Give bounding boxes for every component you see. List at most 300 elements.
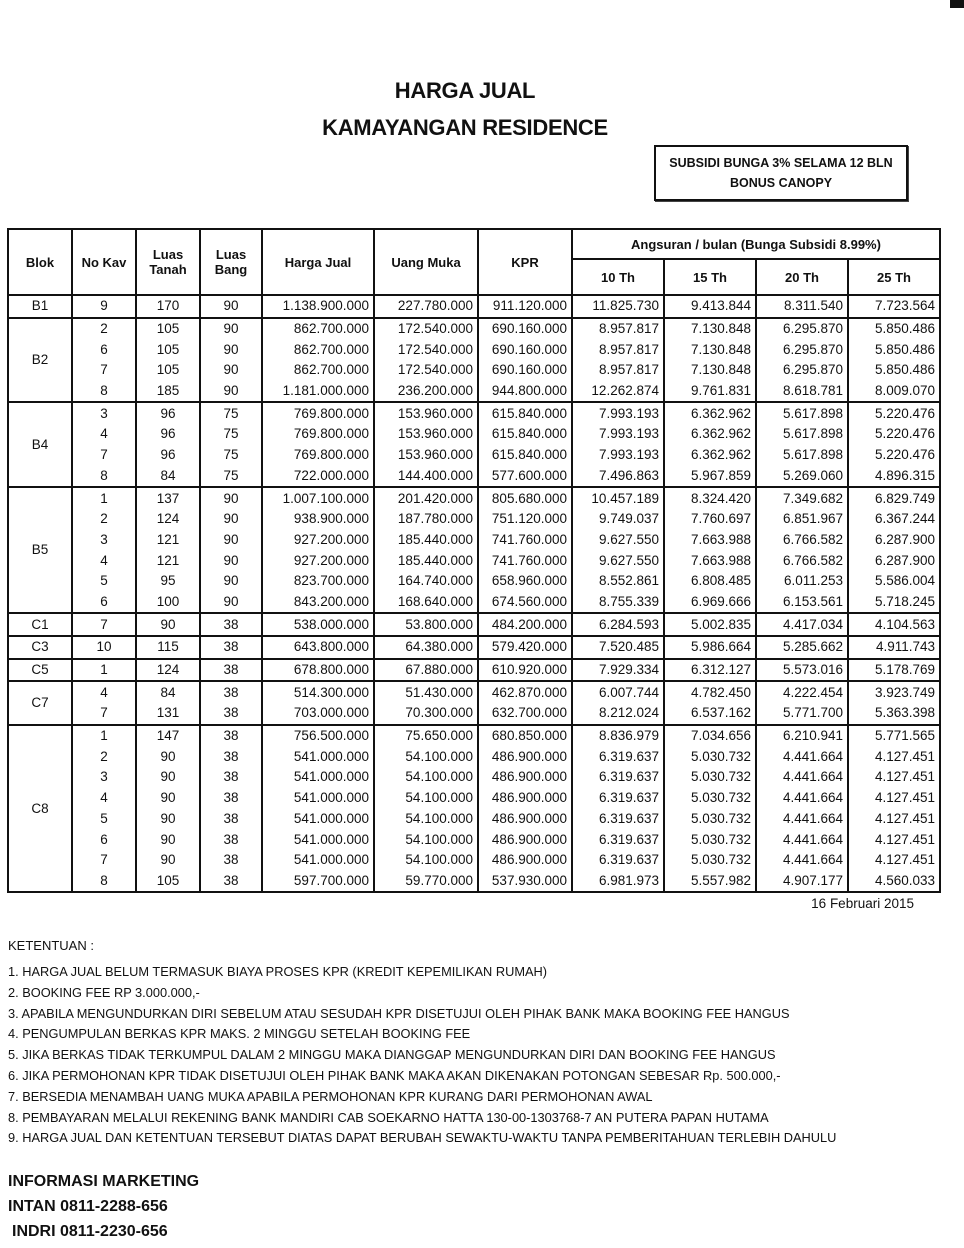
table-row — [8, 339, 940, 360]
cell-angsuran-10: 8.957.817 — [572, 318, 664, 340]
cell-angsuran-20: 5.617.898 — [756, 445, 848, 466]
cell-angsuran-10: 6.319.637 — [572, 788, 664, 809]
cell-harga-jual: 938.900.000 — [262, 509, 374, 530]
cell-harga-jual: 927.200.000 — [262, 530, 374, 551]
cell-angsuran-15: 5.002.835 — [664, 613, 756, 636]
cell-angsuran-20: 6.210.941 — [756, 725, 848, 747]
cell-blok: C1 — [8, 613, 72, 636]
document-date: 16 Februari 2015 — [811, 896, 914, 911]
cell-angsuran-10: 9.627.550 — [572, 550, 664, 571]
cell-no-kav: 2 — [72, 318, 136, 340]
cell-uang-muka: 54.100.000 — [374, 788, 478, 809]
cell-luas-bang: 38 — [200, 703, 262, 725]
cell-angsuran-25: 5.220.476 — [848, 402, 940, 424]
cell-uang-muka: 54.100.000 — [374, 850, 478, 871]
cell-kpr: 741.760.000 — [478, 550, 572, 571]
cell-kpr: 486.900.000 — [478, 767, 572, 788]
cell-angsuran-15: 6.808.485 — [664, 571, 756, 592]
table-row — [8, 360, 940, 381]
cell-angsuran-25: 6.367.244 — [848, 509, 940, 530]
cell-angsuran-15: 5.557.982 — [664, 871, 756, 893]
cell-angsuran-20: 4.441.664 — [756, 850, 848, 871]
cell-angsuran-20: 6.295.870 — [756, 318, 848, 340]
cell-angsuran-10: 6.319.637 — [572, 809, 664, 830]
cell-luas-bang: 38 — [200, 788, 262, 809]
cell-angsuran-20: 8.618.781 — [756, 381, 848, 403]
cell-uang-muka: 153.960.000 — [374, 445, 478, 466]
cell-no-kav: 7 — [72, 850, 136, 871]
term-item: 7. BERSEDIA MENAMBAH UANG MUKA APABILA PERMOHONAN KPR KURANG DARI PERMOHONAN AWAL — [8, 1088, 653, 1104]
cell-kpr: 690.160.000 — [478, 360, 572, 381]
cell-uang-muka: 185.440.000 — [374, 530, 478, 551]
cell-no-kav: 3 — [72, 767, 136, 788]
cell-angsuran-20: 6.011.253 — [756, 571, 848, 592]
cell-no-kav: 4 — [72, 681, 136, 703]
cell-angsuran-10: 7.993.193 — [572, 445, 664, 466]
cell-harga-jual: 678.800.000 — [262, 659, 374, 682]
cell-no-kav: 5 — [72, 571, 136, 592]
cell-angsuran-15: 9.761.831 — [664, 381, 756, 403]
cell-uang-muka: 168.640.000 — [374, 592, 478, 614]
cell-kpr: 615.840.000 — [478, 445, 572, 466]
cell-harga-jual: 541.000.000 — [262, 829, 374, 850]
cell-luas-bang: 90 — [200, 550, 262, 571]
cell-luas-tanah: 90 — [136, 767, 200, 788]
cell-kpr: 741.760.000 — [478, 530, 572, 551]
cell-harga-jual: 1.181.000.000 — [262, 381, 374, 403]
cell-no-kav: 2 — [72, 509, 136, 530]
cell-no-kav: 4 — [72, 424, 136, 445]
cell-angsuran-10: 7.993.193 — [572, 402, 664, 424]
cell-angsuran-25: 4.911.743 — [848, 636, 940, 659]
cell-blok: C3 — [8, 636, 72, 659]
cell-uang-muka: 64.380.000 — [374, 636, 478, 659]
cell-kpr: 577.600.000 — [478, 466, 572, 488]
cell-kpr: 486.900.000 — [478, 829, 572, 850]
cell-luas-tanah: 90 — [136, 850, 200, 871]
cell-angsuran-25: 4.560.033 — [848, 871, 940, 893]
cell-angsuran-25: 8.009.070 — [848, 381, 940, 403]
cell-luas-bang: 38 — [200, 613, 262, 636]
cell-angsuran-10: 9.627.550 — [572, 530, 664, 551]
cell-kpr: 486.900.000 — [478, 746, 572, 767]
cell-uang-muka: 53.800.000 — [374, 613, 478, 636]
cell-kpr: 658.960.000 — [478, 571, 572, 592]
cell-angsuran-20: 7.349.682 — [756, 487, 848, 509]
cell-uang-muka: 75.650.000 — [374, 725, 478, 747]
cell-angsuran-10: 8.957.817 — [572, 360, 664, 381]
cell-harga-jual: 538.000.000 — [262, 613, 374, 636]
table-row — [8, 445, 940, 466]
cell-luas-tanah: 185 — [136, 381, 200, 403]
cell-uang-muka: 54.100.000 — [374, 829, 478, 850]
cell-luas-bang: 38 — [200, 829, 262, 850]
cell-luas-bang: 90 — [200, 571, 262, 592]
table-row — [8, 659, 940, 682]
table-row — [8, 592, 940, 614]
cell-no-kav: 7 — [72, 445, 136, 466]
cell-angsuran-25: 5.586.004 — [848, 571, 940, 592]
cell-kpr: 486.900.000 — [478, 809, 572, 830]
header-no-kav: No Kav — [72, 229, 136, 295]
promo-line-bonus: BONUS CANOPY — [729, 176, 833, 190]
cell-angsuran-25: 5.178.769 — [848, 659, 940, 682]
cell-harga-jual: 843.200.000 — [262, 592, 374, 614]
cell-harga-jual: 823.700.000 — [262, 571, 374, 592]
cell-kpr: 632.700.000 — [478, 703, 572, 725]
cell-kpr: 486.900.000 — [478, 850, 572, 871]
table-row — [8, 767, 940, 788]
cell-harga-jual: 1.007.100.000 — [262, 487, 374, 509]
table-row — [8, 809, 940, 830]
cell-kpr: 610.920.000 — [478, 659, 572, 682]
table-row — [8, 681, 940, 703]
cell-angsuran-20: 6.851.967 — [756, 509, 848, 530]
cell-angsuran-25: 4.104.563 — [848, 613, 940, 636]
header-term-15: 15 Th — [664, 259, 756, 295]
cell-harga-jual: 541.000.000 — [262, 788, 374, 809]
cell-angsuran-10: 6.981.973 — [572, 871, 664, 893]
cell-no-kav: 4 — [72, 550, 136, 571]
cell-kpr: 674.560.000 — [478, 592, 572, 614]
cell-luas-tanah: 90 — [136, 613, 200, 636]
cell-uang-muka: 144.400.000 — [374, 466, 478, 488]
cell-angsuran-15: 5.030.732 — [664, 788, 756, 809]
cell-uang-muka: 54.100.000 — [374, 746, 478, 767]
cell-angsuran-25: 5.850.486 — [848, 339, 940, 360]
cell-luas-bang: 38 — [200, 725, 262, 747]
table-row — [8, 788, 940, 809]
cell-blok: B1 — [8, 295, 72, 318]
cell-kpr: 615.840.000 — [478, 402, 572, 424]
cell-uang-muka: 201.420.000 — [374, 487, 478, 509]
header-blok: Blok — [8, 229, 72, 295]
cell-luas-tanah: 121 — [136, 550, 200, 571]
cell-angsuran-20: 6.766.582 — [756, 550, 848, 571]
cell-uang-muka: 59.770.000 — [374, 871, 478, 893]
header-harga-jual: Harga Jual — [262, 229, 374, 295]
cell-kpr: 537.930.000 — [478, 871, 572, 893]
cell-kpr: 484.200.000 — [478, 613, 572, 636]
cell-angsuran-15: 7.130.848 — [664, 360, 756, 381]
cell-harga-jual: 722.000.000 — [262, 466, 374, 488]
cell-luas-bang: 38 — [200, 767, 262, 788]
price-table — [7, 228, 941, 893]
cell-angsuran-10: 8.552.861 — [572, 571, 664, 592]
header-term-25: 25 Th — [848, 259, 940, 295]
cell-no-kav: 3 — [72, 402, 136, 424]
cell-angsuran-15: 6.362.962 — [664, 445, 756, 466]
marketing-title: INFORMASI MARKETING — [8, 1173, 200, 1190]
table-row — [8, 466, 940, 488]
table-row — [8, 703, 940, 725]
cell-luas-bang: 38 — [200, 746, 262, 767]
cell-angsuran-15: 6.362.962 — [664, 402, 756, 424]
cell-angsuran-15: 5.030.732 — [664, 850, 756, 871]
cell-kpr: 680.850.000 — [478, 725, 572, 747]
page-title: HARGA JUAL — [394, 78, 536, 103]
cell-uang-muka: 67.880.000 — [374, 659, 478, 682]
header-uang-muka: Uang Muka — [374, 229, 478, 295]
cell-luas-tanah: 90 — [136, 788, 200, 809]
cell-angsuran-15: 7.130.848 — [664, 318, 756, 340]
cell-angsuran-15: 7.760.697 — [664, 509, 756, 530]
cell-uang-muka: 54.100.000 — [374, 809, 478, 830]
cell-blok: C8 — [8, 725, 72, 893]
cell-angsuran-20: 4.907.177 — [756, 871, 848, 893]
cell-angsuran-25: 4.896.315 — [848, 466, 940, 488]
cell-no-kav: 3 — [72, 530, 136, 551]
table-row — [8, 381, 940, 403]
cell-angsuran-20: 4.417.034 — [756, 613, 848, 636]
cell-angsuran-15: 7.663.988 — [664, 530, 756, 551]
cell-angsuran-20: 5.573.016 — [756, 659, 848, 682]
cell-uang-muka: 227.780.000 — [374, 295, 478, 318]
cell-blok: B2 — [8, 318, 72, 403]
cell-luas-tanah: 100 — [136, 592, 200, 614]
cell-harga-jual: 703.000.000 — [262, 703, 374, 725]
cell-no-kav: 4 — [72, 788, 136, 809]
cell-angsuran-10: 6.319.637 — [572, 746, 664, 767]
term-item: 9. HARGA JUAL DAN KETENTUAN TERSEBUT DIATAS DAPAT BERUBAH SEWAKTU-WAKTU TANPA PEMBERITAHUAN TERLEBIH DAHULU — [8, 1130, 837, 1146]
cell-angsuran-10: 6.284.593 — [572, 613, 664, 636]
cell-kpr: 579.420.000 — [478, 636, 572, 659]
cell-angsuran-15: 7.034.656 — [664, 725, 756, 747]
header-luas-bang: Luas Bang — [200, 229, 262, 295]
header-luas-tanah: Luas Tanah — [136, 229, 200, 295]
term-item: 2. BOOKING FEE RP 3.000.000,- — [8, 984, 200, 1000]
term-item: 3. APABILA MENGUNDURKAN DIRI SEBELUM ATAU SESUDAH KPR DISETUJUI OLEH PIHAK BANK MAKA BOOKING FEE HANGUS — [8, 1005, 790, 1021]
terms-title: KETENTUAN : — [8, 938, 94, 953]
cell-kpr: 805.680.000 — [478, 487, 572, 509]
cell-angsuran-20: 4.441.664 — [756, 788, 848, 809]
cell-luas-bang: 38 — [200, 659, 262, 682]
cell-luas-bang: 38 — [200, 636, 262, 659]
cell-uang-muka: 172.540.000 — [374, 318, 478, 340]
cell-angsuran-10: 7.520.485 — [572, 636, 664, 659]
cell-angsuran-25: 5.363.398 — [848, 703, 940, 725]
cell-angsuran-10: 12.262.874 — [572, 381, 664, 403]
cell-uang-muka: 164.740.000 — [374, 571, 478, 592]
cell-angsuran-25: 7.723.564 — [848, 295, 940, 318]
cell-angsuran-20: 8.311.540 — [756, 295, 848, 318]
term-item: 8. PEMBAYARAN MELALUI REKENING BANK MANDIRI CAB SOEKARNO HATTA 130-00-1303768-7 AN PUTERA PAPAN HUTAMA — [8, 1109, 769, 1125]
cell-no-kav: 6 — [72, 829, 136, 850]
table-row — [8, 318, 940, 340]
table-row — [8, 850, 940, 871]
cell-kpr: 911.120.000 — [478, 295, 572, 318]
cell-angsuran-15: 9.413.844 — [664, 295, 756, 318]
cell-angsuran-25: 5.220.476 — [848, 424, 940, 445]
cell-luas-tanah: 84 — [136, 681, 200, 703]
cell-angsuran-25: 4.127.451 — [848, 767, 940, 788]
cell-angsuran-20: 4.441.664 — [756, 746, 848, 767]
cell-angsuran-15: 7.130.848 — [664, 339, 756, 360]
cell-angsuran-25: 4.127.451 — [848, 788, 940, 809]
cell-no-kav: 1 — [72, 659, 136, 682]
cell-harga-jual: 769.800.000 — [262, 402, 374, 424]
cell-luas-bang: 38 — [200, 681, 262, 703]
cell-uang-muka: 185.440.000 — [374, 550, 478, 571]
cell-angsuran-10: 6.319.637 — [572, 850, 664, 871]
cell-luas-tanah: 124 — [136, 659, 200, 682]
cell-angsuran-10: 11.825.730 — [572, 295, 664, 318]
cell-angsuran-10: 8.755.339 — [572, 592, 664, 614]
cell-luas-tanah: 96 — [136, 402, 200, 424]
cell-no-kav: 10 — [72, 636, 136, 659]
table-row — [8, 829, 940, 850]
cell-no-kav: 7 — [72, 613, 136, 636]
cell-angsuran-20: 4.441.664 — [756, 767, 848, 788]
cell-angsuran-15: 5.967.859 — [664, 466, 756, 488]
cell-luas-tanah: 147 — [136, 725, 200, 747]
cell-harga-jual: 1.138.900.000 — [262, 295, 374, 318]
cell-luas-tanah: 137 — [136, 487, 200, 509]
cell-angsuran-15: 4.782.450 — [664, 681, 756, 703]
cell-harga-jual: 643.800.000 — [262, 636, 374, 659]
cell-angsuran-10: 7.496.863 — [572, 466, 664, 488]
cell-harga-jual: 862.700.000 — [262, 339, 374, 360]
cell-luas-tanah: 105 — [136, 871, 200, 893]
cell-uang-muka: 51.430.000 — [374, 681, 478, 703]
cell-luas-tanah: 124 — [136, 509, 200, 530]
cell-angsuran-25: 6.287.900 — [848, 530, 940, 551]
cell-harga-jual: 927.200.000 — [262, 550, 374, 571]
table-row — [8, 725, 940, 747]
cell-angsuran-25: 5.718.245 — [848, 592, 940, 614]
cell-uang-muka: 153.960.000 — [374, 424, 478, 445]
cell-luas-bang: 90 — [200, 592, 262, 614]
cell-harga-jual: 769.800.000 — [262, 445, 374, 466]
scan-corner-mark — [950, 0, 964, 8]
terms-list — [8, 962, 836, 1149]
cell-angsuran-10: 10.457.189 — [572, 487, 664, 509]
cell-luas-tanah: 105 — [136, 339, 200, 360]
cell-harga-jual: 756.500.000 — [262, 725, 374, 747]
cell-angsuran-15: 5.030.732 — [664, 767, 756, 788]
cell-kpr: 690.160.000 — [478, 339, 572, 360]
table-body — [8, 295, 940, 892]
cell-angsuran-15: 6.537.162 — [664, 703, 756, 725]
table-row — [8, 402, 940, 424]
cell-luas-tanah: 84 — [136, 466, 200, 488]
table-row — [8, 295, 940, 318]
cell-angsuran-15: 6.969.666 — [664, 592, 756, 614]
header-term-10: 10 Th — [572, 259, 664, 295]
cell-luas-tanah: 90 — [136, 809, 200, 830]
cell-harga-jual: 769.800.000 — [262, 424, 374, 445]
cell-luas-bang: 90 — [200, 318, 262, 340]
cell-luas-bang: 75 — [200, 424, 262, 445]
cell-uang-muka: 172.540.000 — [374, 360, 478, 381]
cell-luas-tanah: 90 — [136, 829, 200, 850]
cell-angsuran-20: 5.617.898 — [756, 424, 848, 445]
table-row — [8, 487, 940, 509]
header-kpr: KPR — [478, 229, 572, 295]
cell-luas-tanah: 96 — [136, 424, 200, 445]
cell-angsuran-20: 6.766.582 — [756, 530, 848, 551]
page-subtitle: KAMAYANGAN RESIDENCE — [322, 115, 608, 140]
cell-luas-tanah: 131 — [136, 703, 200, 725]
table-row — [8, 509, 940, 530]
cell-harga-jual: 514.300.000 — [262, 681, 374, 703]
table-row — [8, 636, 940, 659]
term-item: 6. JIKA PERMOHONAN KPR TIDAK DISETUJUI OLEH PIHAK BANK MAKA AKAN DIKENAKAN POTONGAN SEBESAR Rp. 500.000,- — [8, 1067, 781, 1083]
promo-line-subsidy: SUBSIDI BUNGA 3% SELAMA 12 BLN — [669, 156, 893, 170]
cell-harga-jual: 541.000.000 — [262, 809, 374, 830]
cell-luas-bang: 38 — [200, 850, 262, 871]
cell-harga-jual: 862.700.000 — [262, 360, 374, 381]
cell-uang-muka: 70.300.000 — [374, 703, 478, 725]
cell-angsuran-15: 6.312.127 — [664, 659, 756, 682]
cell-no-kav: 6 — [72, 339, 136, 360]
cell-no-kav: 9 — [72, 295, 136, 318]
cell-harga-jual: 541.000.000 — [262, 767, 374, 788]
table-row — [8, 424, 940, 445]
header-term-20: 20 Th — [756, 259, 848, 295]
cell-angsuran-25: 4.127.451 — [848, 850, 940, 871]
cell-luas-bang: 75 — [200, 445, 262, 466]
cell-angsuran-20: 5.285.662 — [756, 636, 848, 659]
cell-angsuran-20: 5.269.060 — [756, 466, 848, 488]
table-row — [8, 871, 940, 893]
cell-luas-tanah: 105 — [136, 360, 200, 381]
cell-luas-bang: 90 — [200, 381, 262, 403]
cell-angsuran-10: 6.319.637 — [572, 829, 664, 850]
cell-no-kav: 7 — [72, 360, 136, 381]
cell-luas-bang: 75 — [200, 466, 262, 488]
cell-no-kav: 2 — [72, 746, 136, 767]
cell-kpr: 751.120.000 — [478, 509, 572, 530]
cell-angsuran-10: 7.929.334 — [572, 659, 664, 682]
cell-no-kav: 8 — [72, 381, 136, 403]
cell-harga-jual: 862.700.000 — [262, 318, 374, 340]
cell-angsuran-25: 6.287.900 — [848, 550, 940, 571]
cell-angsuran-15: 8.324.420 — [664, 487, 756, 509]
cell-angsuran-10: 6.007.744 — [572, 681, 664, 703]
cell-luas-tanah: 105 — [136, 318, 200, 340]
marketing-contact-indri: INDRI 0811-2230-656 — [12, 1223, 168, 1240]
cell-kpr: 462.870.000 — [478, 681, 572, 703]
term-item: 4. PENGUMPULAN BERKAS KPR MAKS. 2 MINGGU SETELAH BOOKING FEE — [8, 1026, 471, 1042]
cell-angsuran-20: 5.617.898 — [756, 402, 848, 424]
marketing-contact-intan: INTAN 0811-2288-656 — [8, 1198, 168, 1215]
term-item: 5. JIKA BERKAS TIDAK TERKUMPUL DALAM 2 MINGGU MAKA DIANGGAP MENGUNDURKAN DIRI DAN BOOKING FEE HANGUS — [8, 1047, 776, 1063]
cell-uang-muka: 187.780.000 — [374, 509, 478, 530]
cell-kpr: 944.800.000 — [478, 381, 572, 403]
cell-angsuran-25: 3.923.749 — [848, 681, 940, 703]
term-item: 1. HARGA JUAL BELUM TERMASUK BIAYA PROSES KPR (KREDIT KEPEMILIKAN RUMAH) — [8, 964, 548, 979]
cell-angsuran-10: 6.319.637 — [572, 767, 664, 788]
cell-no-kav: 8 — [72, 871, 136, 893]
cell-luas-bang: 90 — [200, 509, 262, 530]
cell-angsuran-15: 6.362.962 — [664, 424, 756, 445]
cell-angsuran-10: 8.836.979 — [572, 725, 664, 747]
cell-angsuran-20: 6.153.561 — [756, 592, 848, 614]
cell-blok: C7 — [8, 681, 72, 724]
cell-kpr: 486.900.000 — [478, 788, 572, 809]
cell-angsuran-20: 4.441.664 — [756, 829, 848, 850]
cell-angsuran-25: 5.850.486 — [848, 318, 940, 340]
cell-angsuran-25: 5.771.565 — [848, 725, 940, 747]
cell-luas-tanah: 115 — [136, 636, 200, 659]
cell-luas-tanah: 170 — [136, 295, 200, 318]
cell-luas-bang: 75 — [200, 402, 262, 424]
cell-blok: B4 — [8, 402, 72, 487]
cell-luas-bang: 38 — [200, 809, 262, 830]
cell-angsuran-25: 4.127.451 — [848, 746, 940, 767]
cell-angsuran-10: 8.957.817 — [572, 339, 664, 360]
